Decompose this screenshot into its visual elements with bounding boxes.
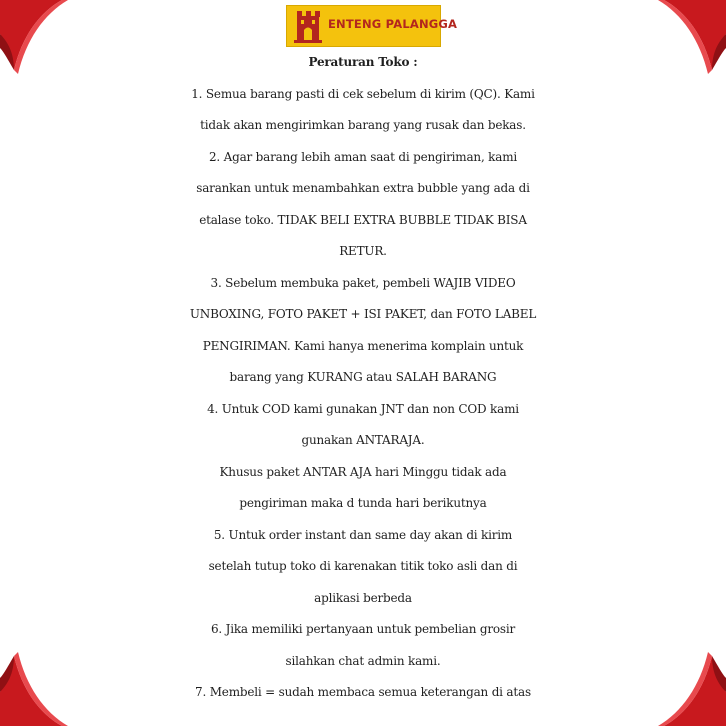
rule-line: 3. Sebelum membuka paket, pembeli WAJIB VIDEO	[210, 275, 516, 290]
rule-line: etalase toko. TIDAK BELI EXTRA BUBBLE TIDAK BISA	[199, 212, 527, 227]
rule-line: tidak akan mengirimkan barang yang rusak dan bekas.	[200, 118, 526, 132]
rule-line: UNBOXING, FOTO PAKET + ISI PAKET, dan FOTO LABEL	[189, 307, 537, 321]
rule-line: 5. Untuk order instant dan same day akan di kirim	[213, 527, 513, 542]
rules-content	[0, 47, 726, 709]
shop-logo	[286, 5, 458, 47]
rule-line: barang yang KURANG atau SALAH BARANG	[229, 370, 497, 384]
rule-line: 2. Agar barang lebih aman saat di pengiriman, kami	[208, 149, 518, 164]
rule-line: Khusus paket ANTAR AJA hari Minggu tidak ada	[219, 464, 507, 479]
rule-line: 1. Semua barang pasti di cek sebelum di kirim (QC). Kami	[191, 86, 535, 101]
rule-line: 4. Untuk COD kami gunakan JNT dan non COD kami	[207, 401, 519, 416]
rule-line: sarankan untuk menambahkan extra bubble yang ada di	[196, 181, 530, 195]
logo-text: ENTENG PALANGGA	[328, 17, 458, 31]
rule-line: 6. Jika memiliki pertanyaan untuk pembelian grosir	[210, 622, 516, 636]
rule-line: PENGIRIMAN. Kami hanya menerima komplain untuk	[202, 338, 524, 353]
rule-line: setelah tutup toko di karenakan titik toko asli dan di	[208, 559, 518, 573]
rule-line: silahkan chat admin kami.	[285, 653, 441, 668]
rule-line: 7. Membeli = sudah membaca semua keterangan di atas	[195, 685, 531, 699]
rule-line: aplikasi berbeda	[314, 590, 412, 605]
rule-line: gunakan ANTARAJA.	[301, 433, 425, 447]
rule-line: pengiriman maka d tunda hari berikutnya	[239, 496, 487, 510]
castle-tower-logo-icon	[292, 8, 326, 44]
rule-line: RETUR.	[339, 244, 387, 258]
page-title: Peraturan Toko :	[308, 55, 418, 69]
